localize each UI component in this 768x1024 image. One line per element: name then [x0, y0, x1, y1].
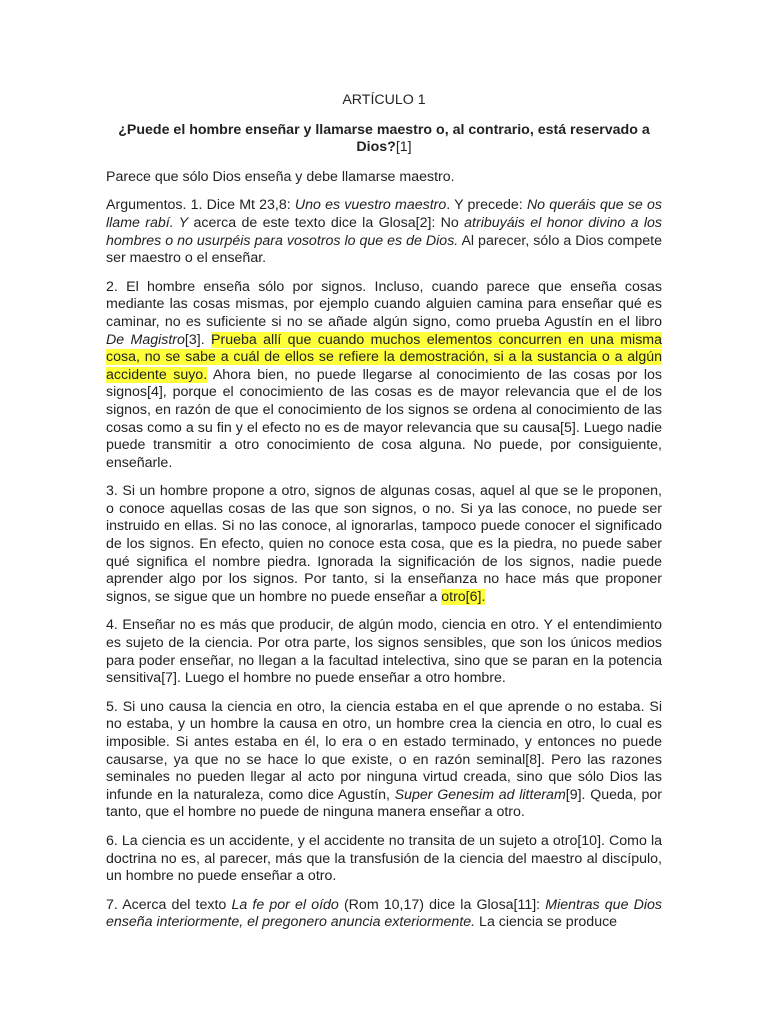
text-run: 3. Si un hombre propone a otro, signos de algunas cosas, aquel al que se le proponen, o conoce aquellas cosas de las que son signos, o no. Si ya las conoce, no puede ser instruido en ellas. Si no las conoce, al ignorarlas, tampoco puede conocer el significado de los signos. En efecto, quien no conoce esta cosa, que es la piedra, no puede saber qué significa el nombre piedra. Ignorada la significación de los signos, nadie puede aprender algo por los signos. Por tanto, si la enseñanza no hace más que proponer signos, se sigue que un hombre no puede enseñar a	[106, 483, 662, 605]
text-run: 2. El hombre enseña sólo por signos. Incluso, cuando parece que enseña cosas mediante las cosas mismas, por ejemplo cuando alguien camina para enseñar qué es caminar, no es suficiente si no se añade algún signo, como prueba Agustín en el libro	[106, 278, 662, 330]
text-run: . Y precede:	[446, 197, 527, 214]
argument-5-paragraph	[106, 699, 662, 822]
italic-quote: Mientras que Dios enseña interiormente, el pregonero anuncia exteriormente.	[106, 896, 662, 931]
text-run: 5. Si uno causa la ciencia en otro, la ciencia estaba en el que aprende o no estaba. Si no estaba, y un hombre la causa en otro, un hombre crea la ciencia en otro, lo cual es imposible. Si antes estaba en él, lo era o en estado terminado, y entonces no puede causarse, ya que no se hace lo que existe, o en razón seminal[8]. Pero las razones seminales no pueden llegar al acto por ninguna virtud creada, sino que sólo Dios las infunde en la naturaleza, como dice Agustín,	[106, 698, 662, 803]
question-footnote-link[interactable]: [1]	[395, 139, 412, 156]
intro-paragraph: Parece que sólo Dios enseña y debe llamarse maestro.	[106, 168, 455, 185]
highlighted-passage: otro[6].	[441, 588, 486, 605]
argument-1-paragraph	[106, 197, 662, 267]
text-run: Ahora bien, no puede llegarse al conocimiento de las cosas por los signos[4], porque el conocimiento de las cosas es de mayor relevancia que el de los signos, en razón de que el conocimiento de los signos se ordena al conocimiento de las cosas como a su fin y el efecto no es de mayor relevancia que su causa[5]. Luego nadie puede transmitir a otro conocimiento de cosa alguna. No puede, por consiguiente, enseñarle.	[106, 366, 662, 471]
argument-6-paragraph: 6. La ciencia es un accidente, y el accidente no transita de un sujeto a otro[10]. Como la doctrina no es, al parecer, más que la transfusión de la ciencia del maestro al discípulo, un hombre no puede enseñar a otro.	[106, 832, 662, 885]
argument-3-paragraph	[106, 483, 662, 606]
highlighted-passage: Prueba allí que cuando muchos elementos concurren en una misma cosa, no se sabe a cuál de ellos se refiere la demostración, si a la sustancia o a algún accidente suyo.	[106, 331, 662, 383]
article-title: ARTÍCULO 1	[342, 92, 426, 108]
italic-title: De Magistro	[106, 331, 185, 348]
article-question	[106, 122, 662, 157]
text-run: acerca de este texto dice la Glosa[2]: No	[188, 214, 465, 231]
italic-quote: No queráis que se os llame rabí. Y	[106, 197, 662, 231]
text-run: (Rom 10,17) dice la Glosa[11]:	[338, 896, 546, 913]
italic-title: Super Genesim ad litteram	[394, 786, 566, 803]
argument-4-paragraph: 4. Enseñar no es más que producir, de algún modo, ciencia en otro. Y el entendimiento es sujeto de la ciencia. Por otra parte, los signos sensibles, que son los únicos medios para poder enseñar, no llegan a la facultad intelectiva, sino que se paran en la potencia sensitiva[7]. Luego el hombre no puede enseñar a otro hombre.	[106, 617, 662, 687]
question-text: ¿Puede el hombre enseñar y llamarse maestro o, al contrario, está reservado a Dios?	[118, 121, 650, 156]
italic-quote: La fe por el oído	[231, 896, 339, 913]
text-run: Argumentos. 1. Dice Mt 23,8:	[106, 197, 295, 214]
italic-quote: Uno es vuestro maestro	[294, 197, 447, 214]
text-run: [3].	[184, 331, 212, 348]
argument-2-paragraph	[106, 279, 662, 473]
argument-7-paragraph	[106, 897, 662, 932]
italic-quote: atribuyáis el honor divino a los hombres o no usurpéis para vosotros lo que es de Dios.	[106, 214, 662, 249]
document-page	[106, 92, 662, 943]
text-run: La ciencia se produce	[475, 914, 618, 931]
text-run: Al parecer, sólo a Dios compete ser maestro o el enseñar.	[106, 232, 662, 267]
text-run: 7. Acerca del texto	[106, 896, 232, 913]
text-run: [9]. Queda, por tanto, que el hombre no puede de ninguna manera enseñar a otro.	[106, 786, 662, 821]
